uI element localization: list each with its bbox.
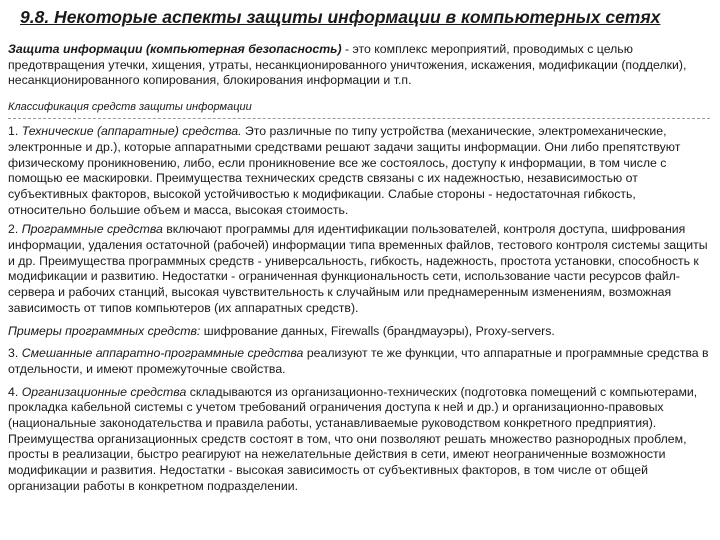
item-term: Смешанные аппаратно-программные средства xyxy=(21,346,304,361)
definition-paragraph xyxy=(8,42,710,89)
classification-heading: Классификация средств защиты информации xyxy=(8,101,252,114)
item-technical xyxy=(8,124,710,218)
item-number: 2. xyxy=(8,222,22,237)
page-title: 9.8. Некоторые аспекты защиты информации в компьютерных сетях xyxy=(20,7,661,27)
item-term: Примеры программных средств: xyxy=(8,323,201,338)
item-text: шифрование данных, Firewalls (брандмауэры), Proxy-servers. xyxy=(200,323,555,338)
definition-term: Защита информации (компьютерная безопасность) xyxy=(8,42,342,56)
item-organizational xyxy=(8,385,710,495)
definition-text: - это комплекс мероприятий, проводимых с целью предотвращения утечки, хищения, утраты, несанкционированного уничтожения, искажения, модификации (подделки), несанкционированного копирования, блокирования информации и т.п. xyxy=(8,42,687,88)
item-text: включают программы для идентификации пользователей, контроля доступа, шифрования информации, удаления остаточной (рабочей) информации типа временных файлов, тестового контроля системы защиты и др. Преимущества программных средств - универсальность, гибкость, надежность, простота установки, способность к модификации и развитию. Недостатки - ограниченная функциональность сети, использование части ресурсов файл-сервера и рабочих станций, высокая чувствительность к случайным или преднамеренным изменениям, возможная зависимость от типов компьютеров (их аппаратных средств). xyxy=(8,222,708,315)
item-mixed xyxy=(8,346,710,377)
item-number: 3. xyxy=(8,346,22,361)
item-number: 4. xyxy=(8,384,22,399)
item-software xyxy=(8,222,710,316)
item-term: Организационные средства xyxy=(21,384,187,399)
item-text: складываются из организационно-технических (подготовка помещений с компьютерами, прокладка кабельной системы с учетом требований ограничения доступа к ней и др.) и организационно-правовых (национальные законодательства и правила работы, устанавливаемые руководством конкретного предприятия). Преимущества организационных средств состоят в том, что они позволяют решать множество разнородных проблем, просты в реализации, быстро реагируют на нежелательные действия в сети, имеют неограниченные возможности модификации и развития. Недостатки - высокая зависимость от субъективных факторов, в том числе от общей организации работы в конкретном подразделении. xyxy=(8,384,698,493)
item-term: Технические (аппаратные) средства. xyxy=(21,124,242,139)
item-number: 1. xyxy=(8,124,22,139)
item-software-examples xyxy=(8,324,710,340)
item-term: Программные средства xyxy=(21,222,163,237)
item-text: Это различные по типу устройства (механические, электромеханические, электронные и др.), которые аппаратными средствами решают задачи защиты информации. Они либо препятствуют физическому проникновению, либо, если проникновение все же состоялось, доступу к информации, в том числе с помощью ее маскировки. Преимущества технических средств связаны с их надежностью, независимостью от субъективных факторов, высокой устойчивостью к модификации. Слабые стороны - недостаточная гибкость, относительно большие объем и масса, высокая стоимость. xyxy=(8,124,681,217)
section-divider xyxy=(8,118,710,119)
item-text: реализуют те же функции, что аппаратные и программные средства в отдельности, и имеют промежуточные свойства. xyxy=(8,346,709,376)
